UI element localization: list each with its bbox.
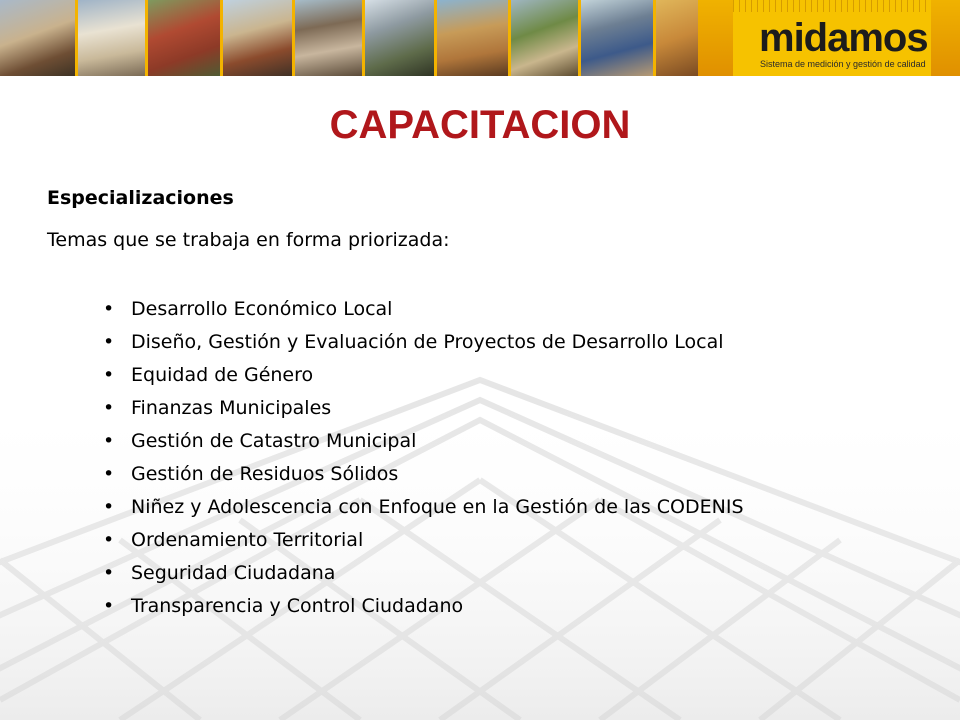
topic-label: Diseño, Gestión y Evaluación de Proyectos de Desarrollo Local bbox=[131, 331, 724, 353]
tower-church-photo bbox=[365, 0, 437, 76]
topic-label: Gestión de Residuos Sólidos bbox=[131, 463, 399, 485]
bullet-icon: • bbox=[103, 298, 115, 320]
bullet-icon: • bbox=[103, 529, 115, 551]
bullet-icon: • bbox=[103, 397, 115, 419]
list-item bbox=[103, 362, 744, 395]
topic-label: Equidad de Género bbox=[131, 364, 314, 386]
midamos-logo bbox=[733, 0, 931, 76]
topic-label: Transparencia y Control Ciudadano bbox=[131, 595, 464, 617]
list-item bbox=[103, 494, 744, 527]
bullet-icon: • bbox=[103, 595, 115, 617]
arcade-street-photo bbox=[437, 0, 511, 76]
bullet-icon: • bbox=[103, 331, 115, 353]
header-banner bbox=[0, 0, 960, 76]
list-item bbox=[103, 329, 744, 362]
bullet-icon: • bbox=[103, 562, 115, 584]
list-item bbox=[103, 428, 744, 461]
colonial-house-photo bbox=[223, 0, 295, 76]
bullet-icon: • bbox=[103, 364, 115, 386]
topics-list bbox=[103, 296, 744, 626]
list-item bbox=[103, 461, 744, 494]
topic-label: Seguridad Ciudadana bbox=[131, 562, 336, 584]
group-people-photo bbox=[581, 0, 656, 76]
topic-label: Finanzas Municipales bbox=[131, 397, 332, 419]
topic-label: Niñez y Adolescencia con Enfoque en la Gestión de las CODENIS bbox=[131, 496, 744, 518]
photo-strip bbox=[0, 0, 728, 76]
tree-plaza-photo bbox=[511, 0, 581, 76]
bullet-icon: • bbox=[103, 463, 115, 485]
intro-text: Temas que se trabaja en forma priorizada: bbox=[47, 229, 450, 251]
brick-school-photo bbox=[148, 0, 223, 76]
ruler-marks bbox=[733, 0, 931, 12]
topic-label: Gestión de Catastro Municipal bbox=[131, 430, 417, 452]
topic-label: Ordenamiento Territorial bbox=[131, 529, 364, 551]
list-item bbox=[103, 560, 744, 593]
partial-photo bbox=[656, 0, 698, 76]
logo-tagline: Sistema de medición y gestión de calidad bbox=[760, 59, 926, 69]
list-item bbox=[103, 395, 744, 428]
bullet-icon: • bbox=[103, 496, 115, 518]
church-photo bbox=[78, 0, 148, 76]
list-item bbox=[103, 527, 744, 560]
topic-label: Desarrollo Económico Local bbox=[131, 298, 393, 320]
list-item bbox=[103, 593, 744, 626]
logo-wordmark: midamos bbox=[759, 16, 928, 60]
town-building-photo bbox=[0, 0, 78, 76]
list-item bbox=[103, 296, 744, 329]
section-heading: Especializaciones bbox=[47, 187, 234, 209]
people-meeting-photo bbox=[295, 0, 365, 76]
slide-title: CAPACITACION bbox=[329, 103, 631, 147]
bullet-icon: • bbox=[103, 430, 115, 452]
